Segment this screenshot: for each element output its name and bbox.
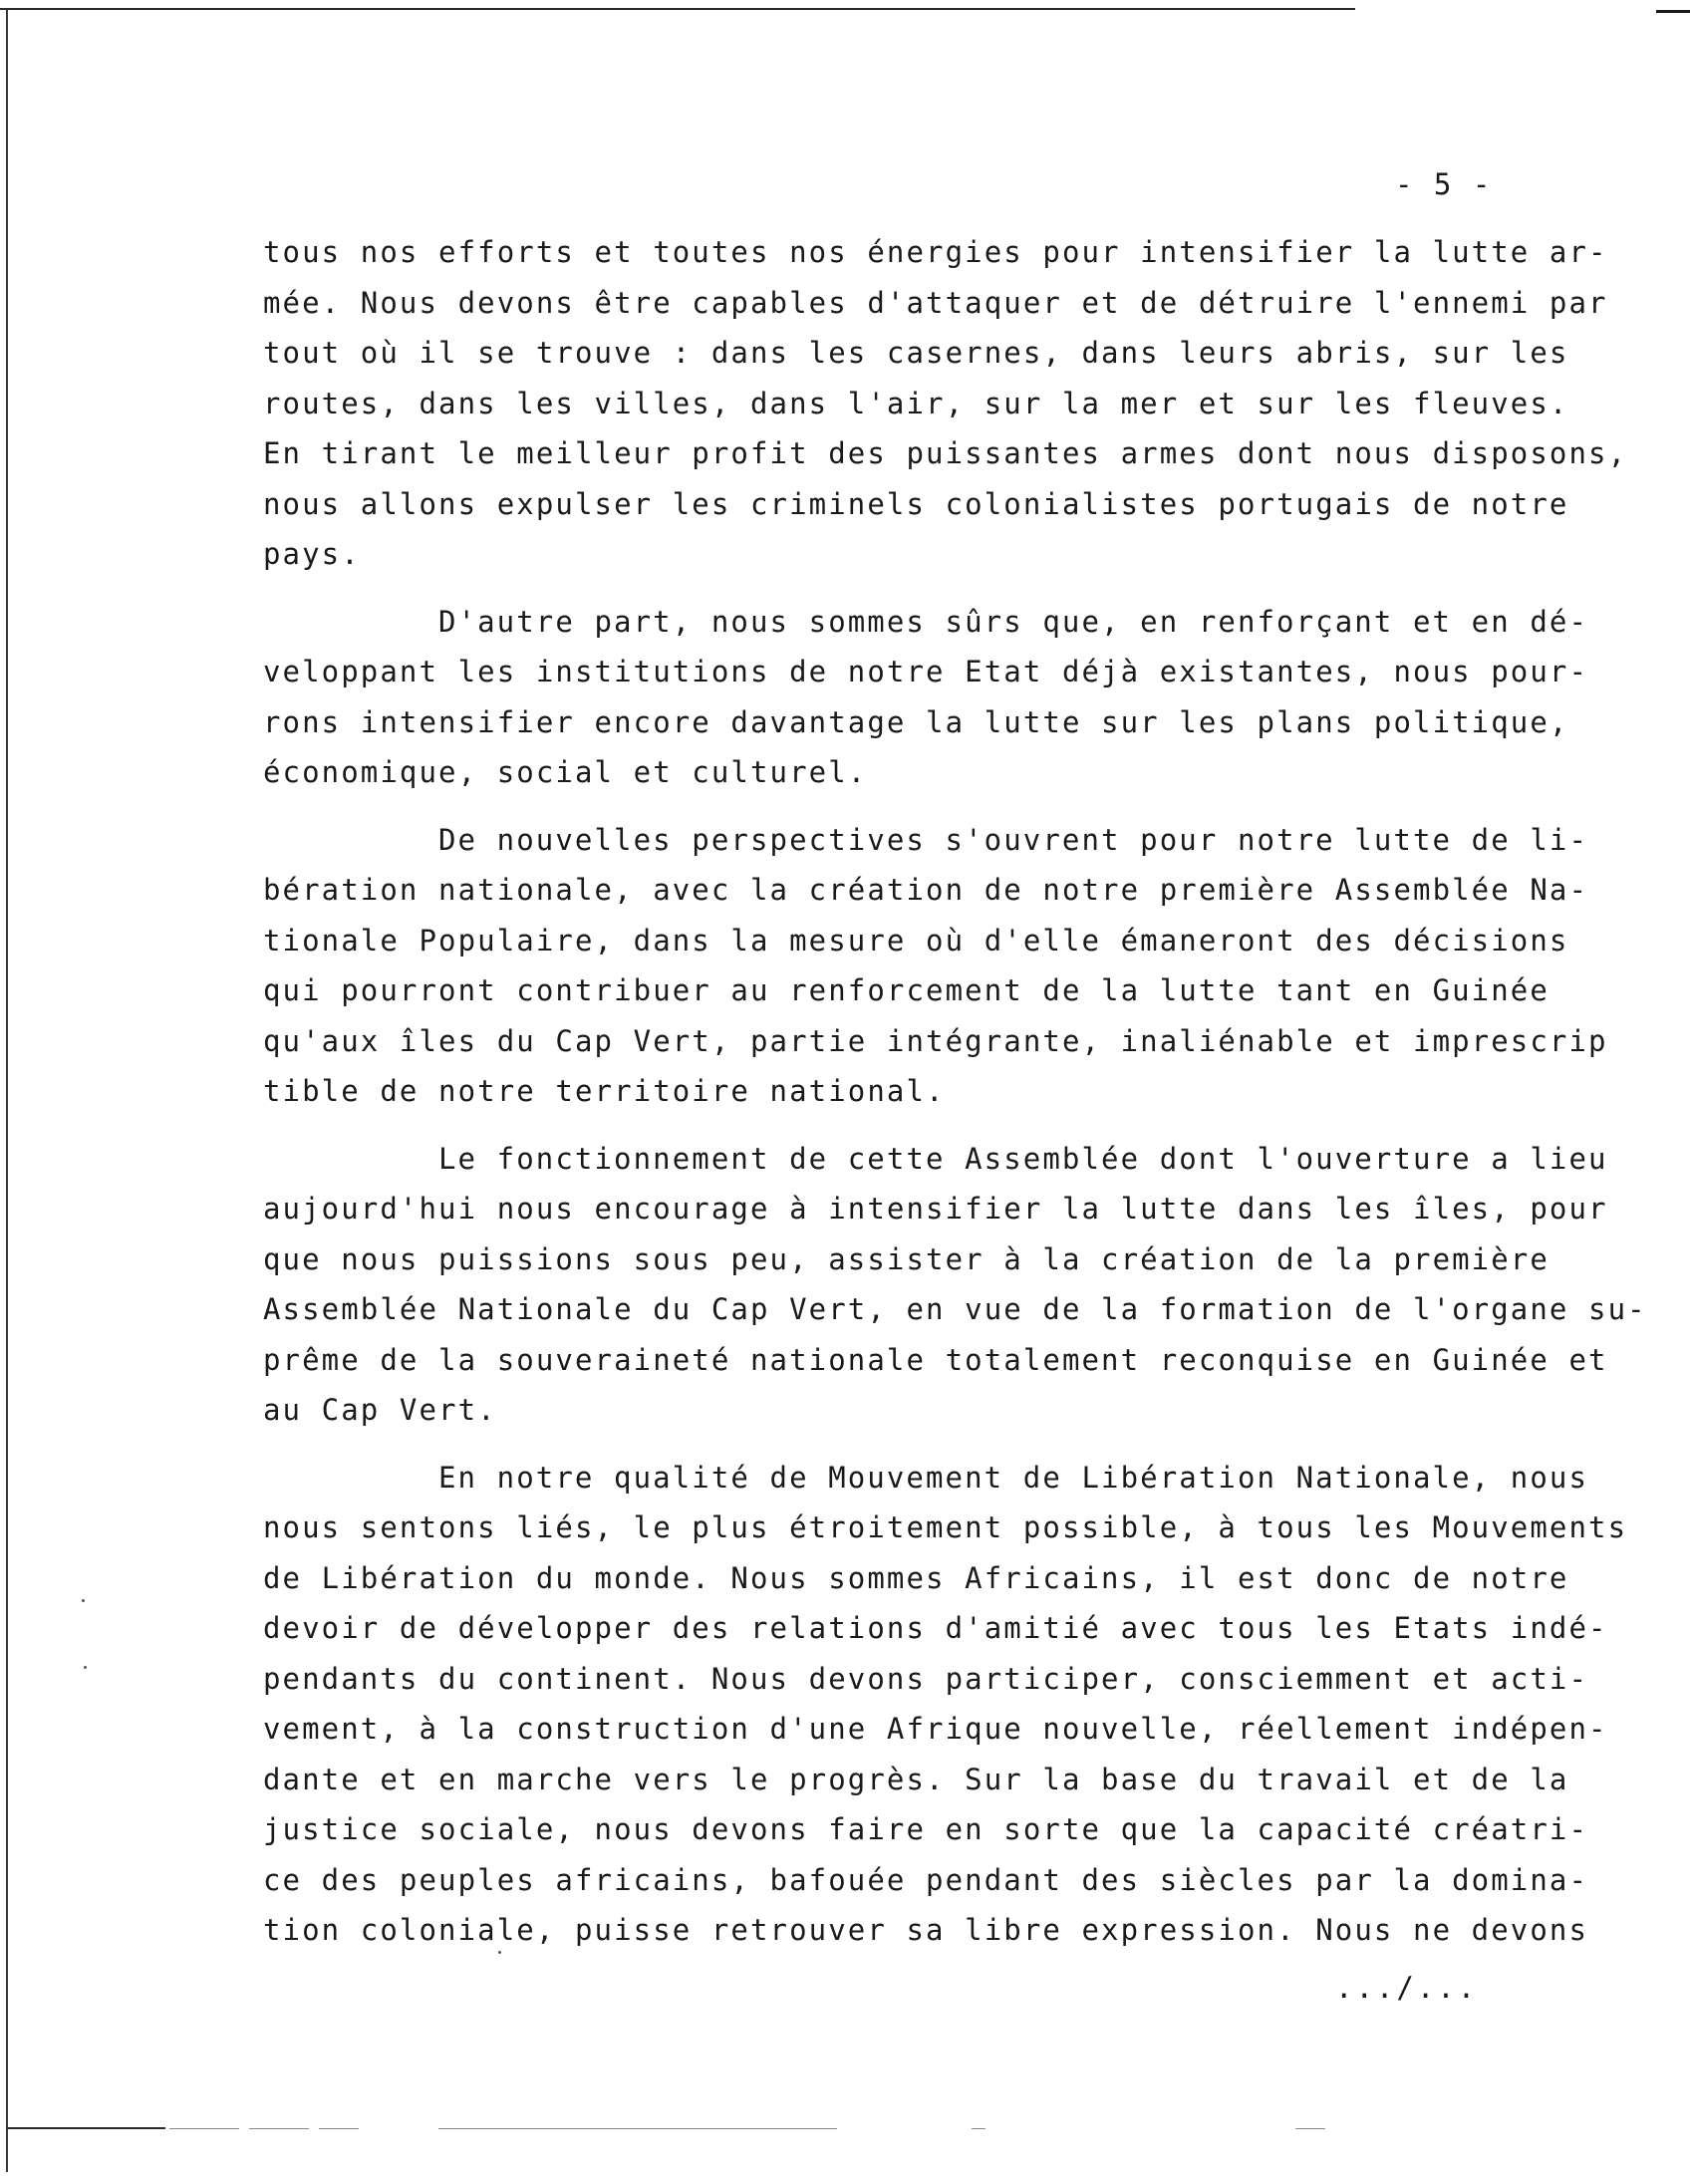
scan-border-left <box>6 10 8 2172</box>
text-line: tout où il se trouve : dans les casernes, dans leurs abris, sur les <box>263 336 1569 370</box>
text-line: justice sociale, nous devons faire en sorte que la capacité créatri- <box>263 1812 1589 1846</box>
text-line: qu'aux îles du Cap Vert, partie intégrante, inaliénable et imprescrip <box>263 1023 1608 1058</box>
paragraph <box>263 1134 1648 1436</box>
text-line: dante et en marche vers le progrès. Sur la base du travail et de la <box>263 1762 1569 1796</box>
paragraph <box>263 1453 1648 1956</box>
text-line: au Cap Vert. <box>263 1393 497 1427</box>
text-line: veloppant les institutions de notre Etat déjà existantes, nous pour- <box>263 655 1589 688</box>
page-number: - 5 - <box>1395 167 1493 201</box>
text-line: routes, dans les villes, dans l'air, sur la mer et sur les fleuves. <box>263 386 1569 420</box>
text-line: devoir de développer des relations d'amitié avec tous les Etats indé- <box>263 1611 1608 1645</box>
paragraph <box>263 227 1648 580</box>
paragraph <box>263 597 1648 798</box>
text-line: De nouvelles perspectives s'ouvrent pour notre lutte de li- <box>438 822 1589 857</box>
corner-mark <box>1656 10 1690 13</box>
text-line: nous allons expulser les criminels colonialistes portugais de notre <box>263 486 1569 521</box>
scan-dash <box>319 2128 359 2129</box>
scan-dash <box>249 2128 309 2129</box>
continuation-mark: .../... <box>1335 1971 1479 2005</box>
text-line: nous sentons liés, le plus étroitement possible, à tous les Mouvements <box>263 1510 1628 1544</box>
scan-dash <box>169 2128 239 2129</box>
text-line: rons intensifier encore davantage la lutte sur les plans politique, <box>263 704 1569 739</box>
scan-dash <box>1295 2128 1325 2129</box>
text-line: tionale Populaire, dans la mesure où d'elle émaneront des décisions <box>263 923 1569 957</box>
text-line: aujourd'hui nous encourage à intensifier la lutte dans les îles, pour <box>263 1192 1608 1226</box>
text-line: tible de notre territoire national. <box>263 1074 946 1108</box>
text-line: D'autre part, nous sommes sûrs que, en renforçant et en dé- <box>438 604 1589 639</box>
text-line: ce des peuples africains, bafouée pendant des siècles par la domina- <box>263 1862 1589 1897</box>
text-line: économique, social et culturel. <box>263 755 868 789</box>
text-line: de Libération du monde. Nous sommes Africains, il est donc de notre <box>263 1560 1569 1595</box>
text-line: bération nationale, avec la création de notre première Assemblée Na- <box>263 873 1589 907</box>
scan-speck <box>84 1666 87 1669</box>
text-line: prême de la souveraineté nationale totalement reconquise en Guinée et <box>263 1342 1608 1377</box>
text-line: vement, à la construction d'une Afrique nouvelle, réellement indépen- <box>263 1712 1608 1746</box>
text-line: Assemblée Nationale du Cap Vert, en vue de la formation de l'organe su- <box>263 1292 1647 1326</box>
text-line: Le fonctionnement de cette Assemblée dont l'ouverture a lieu <box>438 1141 1608 1176</box>
document-body <box>263 227 1648 1973</box>
paragraph <box>263 815 1648 1117</box>
text-line: En tirant le meilleur profit des puissantes armes dont nous disposons, <box>263 436 1628 470</box>
text-line: pendants du continent. Nous devons participer, consciemment et acti- <box>263 1661 1589 1696</box>
text-line: tion coloniale, puisse retrouver sa libre expression. Nous ne devons <box>263 1913 1589 1947</box>
scan-dash <box>972 2128 986 2129</box>
scan-dash <box>438 2128 837 2129</box>
text-line: qui pourront contribuer au renforcement de la lutte tant en Guinée <box>263 973 1549 1007</box>
text-line: pays. <box>263 537 361 571</box>
text-line: que nous puissions sous peu, assister à la création de la première <box>263 1241 1549 1276</box>
text-line: mée. Nous devons être capables d'attaquer et de détruire l'ennemi par <box>263 285 1608 320</box>
scan-border-bottom <box>6 2127 165 2129</box>
scan-border-top <box>0 8 1355 10</box>
scan-speck <box>82 1599 85 1602</box>
text-line: tous nos efforts et toutes nos énergies pour intensifier la lutte ar- <box>263 235 1608 269</box>
text-line: En notre qualité de Mouvement de Libération Nationale, nous <box>438 1460 1589 1495</box>
